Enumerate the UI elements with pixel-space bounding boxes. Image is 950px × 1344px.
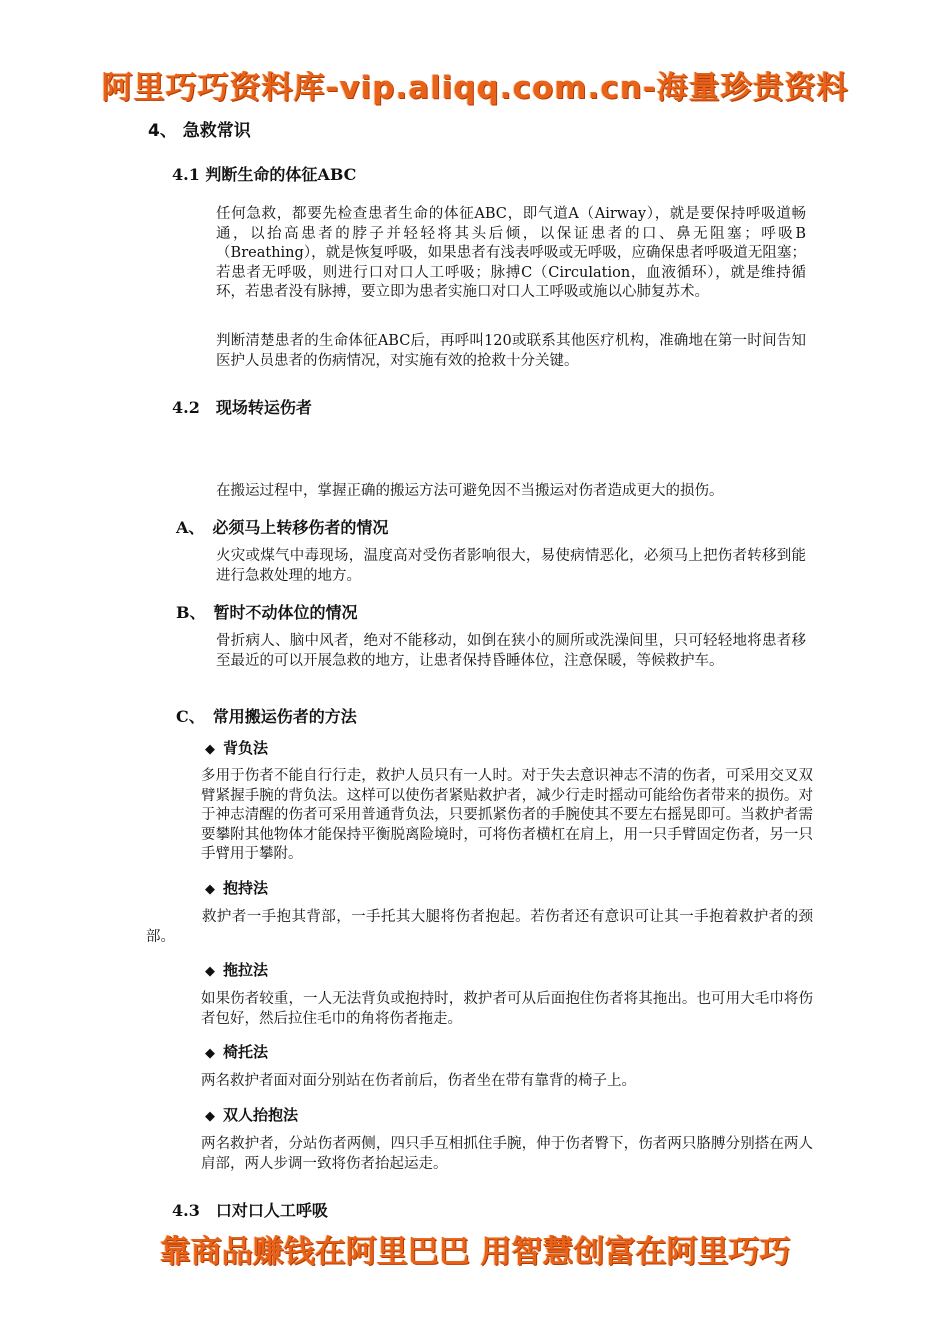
header-banner: 阿里巧巧资料库-vip.aliqq.com.cn-海量珍贵资料	[101, 70, 849, 106]
diamond-bullet-icon: ◆	[205, 964, 215, 979]
footer-banner: 靠商品赚钱在阿里巴巴 用智慧创富在阿里巧巧	[159, 1234, 791, 1270]
method-heading-chair	[205, 1041, 268, 1062]
method-text-two-person: 两名救护者，分站伤者两侧，四只手互相抓住手腕，伸于伤者臀下，伤者两只胳膊分别搭在两人肩部，两人步调一致将伤者抬起运走。	[201, 1136, 813, 1172]
method-heading-carry-back	[205, 737, 268, 758]
heading-4-2: 4.2 现场转运伤者	[172, 398, 312, 417]
paragraph-call-120: 判断清楚患者的生命体征ABC后，再呼叫120或联系其他医疗机构，准确地在第一时间告知医护人员患者的伤病情况，对实施有效的抢救十分关键。	[216, 333, 806, 369]
diamond-bullet-icon: ◆	[205, 1109, 215, 1124]
diamond-bullet-icon: ◆	[205, 1046, 215, 1061]
heading-a: A、 必须马上转移伤者的情况	[176, 518, 389, 537]
diamond-bullet-icon: ◆	[205, 742, 215, 757]
paragraph-b: 骨折病人、脑中风者，绝对不能移动，如倒在狭小的厕所或洗澡间里，只可轻轻地将患者移至最近的可以开展急救的地方，让患者保持昏睡体位，注意保暖，等候救护车。	[216, 633, 806, 669]
diamond-bullet-icon: ◆	[205, 882, 215, 897]
method-heading-drag	[205, 959, 268, 980]
method-heading-hold	[205, 877, 268, 898]
method-title: 拖拉法	[223, 961, 269, 979]
paragraph-a: 火灾或煤气中毒现场，温度高对受伤者影响很大，易使病情恶化，必须马上把伤者转移到能进行急救处理的地方。	[216, 548, 806, 584]
method-text-chair: 两名救护者面对面分别站在伤者前后，伤者坐在带有靠背的椅子上。	[201, 1073, 636, 1089]
method-heading-two-person	[205, 1104, 298, 1125]
method-text-carry-back: 多用于伤者不能自行行走，救护人员只有一人时。对于失去意识神志不清的伤者，可采用交叉双臂紧握手腕的背负法。这样可以使伤者紧贴救护者，减少行走时摇动可能给伤者带来的损伤。对于神志清醒的伤者可采用普通背负法，只要抓紧伤者的手腕使其不要左右摇晃即可。当救护者需要攀附其他物体才能保持平衡脱离险境时，可将伤者横杠在肩上，用一只手臂固定伤者，另一只手臂用于攀附。	[201, 768, 813, 862]
method-text-drag: 如果伤者较重，一人无法背负或抱持时，救护者可从后面抱住伤者将其拖出。也可用大毛巾将伤者包好，然后拉住毛巾的角将伤者拖走。	[201, 991, 813, 1027]
heading-4-3: 4.3 口对口人工呼吸	[172, 1201, 328, 1220]
paragraph-transport-intro: 在搬运过程中，掌握正确的搬运方法可避免因不当搬运对伤者造成更大的损伤。	[216, 483, 724, 499]
heading-c: C、 常用搬运伤者的方法	[176, 707, 357, 726]
heading-b: B、 暂时不动体位的情况	[176, 603, 358, 622]
section-title: 4、 急救常识	[148, 121, 251, 141]
method-text-hold: 救护者一手抱其背部，一手托其大腿将伤者抱起。若伤者还有意识可让其一手抱着救护者的颈部。	[146, 909, 813, 945]
method-title: 椅托法	[223, 1043, 269, 1061]
method-title: 双人抬抱法	[223, 1106, 299, 1124]
heading-4-1: 4.1 判断生命的体征ABC	[172, 165, 357, 184]
method-title: 抱持法	[223, 879, 269, 897]
paragraph-abc: 任何急救，都要先检查患者生命的体征ABC，即气道A（Airway），就是要保持呼吸道畅通，以抬高患者的脖子并轻轻将其头后倾，以保证患者的口、鼻无阻塞；呼吸B（Breathing），就是恢复呼吸，如果患者有浅表呼吸或无呼吸，应确保患者呼吸道无阻塞；若患者无呼吸，则进行口对口人工呼吸；脉搏C（Circulation，血液循环），就是维持循环，若患者没有脉搏，要立即为患者实施口对口人工呼吸或施以心肺复苏术。	[216, 206, 806, 300]
method-title: 背负法	[223, 739, 269, 757]
